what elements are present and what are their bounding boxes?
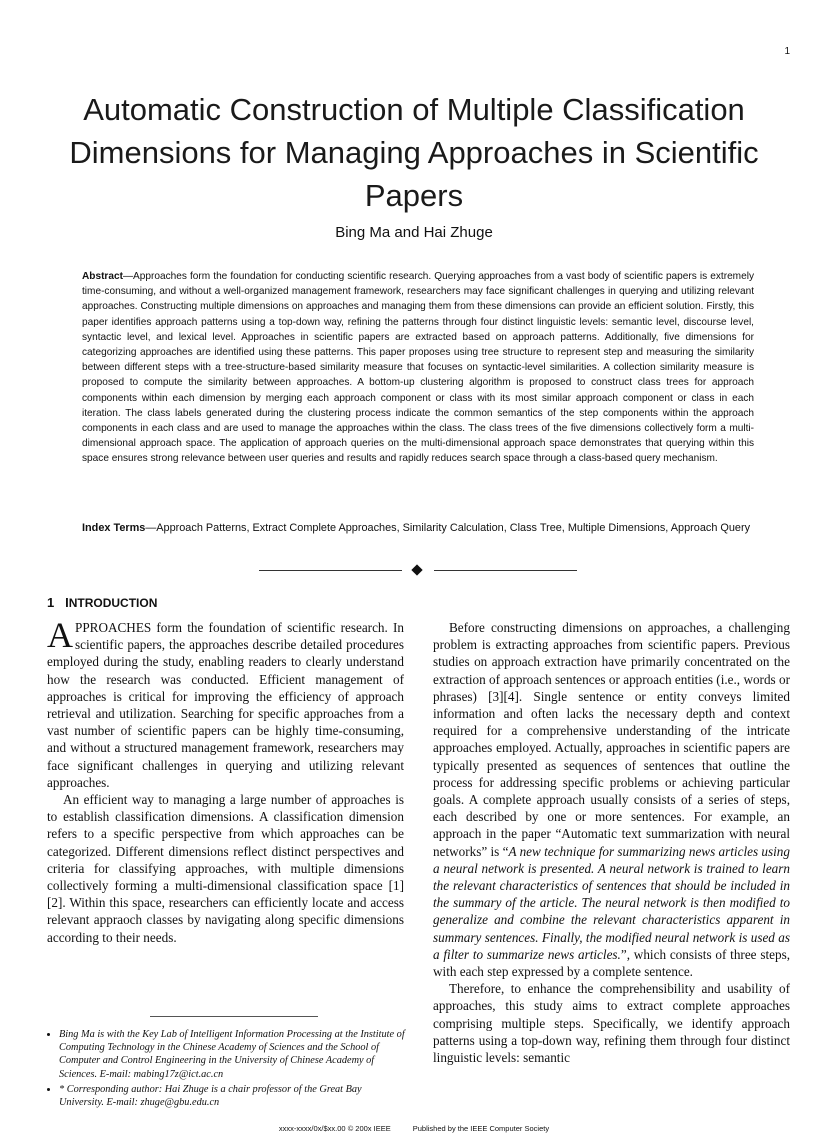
footnotes [47,1028,409,1111]
section-title-initial: I [65,595,69,610]
footer-copyright: xxxx-xxxx/0x/$xx.00 © 200x IEEE [278,1124,391,1133]
divider-line-right [434,570,577,571]
paper-authors: Bing Ma and Hai Zhuge [335,224,493,241]
section-number: 1 [47,595,55,610]
section-heading [47,595,157,610]
paper-title: Automatic Construction of Multiple Classification Dimensions for Managing Approaches in Scientific Papers [69,92,759,213]
quoted-approach: A new technique for summarizing news articles using a neural network is presented. A neural network is trained to learn the relevant characteristics of sentences that should be included in the summary of the article. The neural network is then modified to generalize and combine the relevant characteristics apparent in summary sentences. Finally, the modified neural network is used as a filter to summarize news articles. [433,843,790,962]
paragraph-text-end: ”, which consists of three steps, with each step expressed by a complete sentence. [433,946,790,980]
drop-cap: A [47,615,73,655]
paragraph [47,615,404,791]
paragraph: Therefore, to enhance the comprehensibility and usability of approaches, this study aims to extract complete approaches comprising multiple steps. Specifically, we identify approach patterns using a top-down way, refining them through four distinct linguistic levels: semantic [433,981,790,1066]
index-terms-text: —Approach Patterns, Extract Complete Approaches, Similarity Calculation, Class Tree, Multiple Dimensions, Approach Query [145,522,751,534]
paragraph: An efficient way to managing a large number of approaches is to establish classification dimensions. A classification dimension refers to a specific perspective from which approaches can be categorized. Different dimensions reflect distinct perspectives and criteria for classifying approaches, with multiple dimensions collectively forming a multi-dimensional classification space [1][2]. Within this space, researchers can efficiently locate and access relevant appraoch classes by navigating along specific dimensions according to their needs. [47,792,404,945]
abstract-label: Abstract [82,271,123,282]
section-title-rest: NTRODUCTION [68,596,158,610]
page-number: 1 [784,46,790,57]
section-divider [259,566,577,576]
footnote-item: • * Corresponding author: Hai Zhuge is a chair professor of the Great Bay University. E-mail: zhuge@gbu.edu.cn [59,1083,409,1109]
footnote-rule [150,1016,318,1017]
abstract [82,269,754,467]
index-terms [82,520,754,537]
paragraph-text: Before constructing dimensions on approaches, a challenging problem is extracting approaches from scientific papers. Previous studies on approach extraction have primarily concentrated on the extraction of approach sentences or approach entities (i.e., words or phrases) [3][4]. Single sentence or entity conveys limited information and often lacks the necessary depth and context required for a comprehensive understanding of the intricate approaches employed. Actually, approaches in scientific papers are typically presented as sequences of sentences that outline the process for addressing specific problems or achieving particular goals. A complete approach usually consists of a series of steps, each described by one or more sentences. For example, an approach in the paper “Automatic text summarization with neural networks” is “ [433,620,790,859]
divider-line-left [259,570,402,571]
left-column [47,615,404,946]
footer-publisher: Published by the IEEE Computer Society [412,1124,550,1133]
right-column [433,619,790,1066]
paragraph-text: PPROACHES form the foundation of scientific research. In scientific papers, the approaches describe detailed procedures employed during the study, enabling readers to clearly understand how the research was conducted. Efficient management of approaches is critical for improving the efficiency of approach retrieval and utilization. Searching for specific approaches from a vast number of scientific papers can be highly time-consuming, and without a structured management framework, researchers may face significant challenges in querying and utilizing relevant approaches. [47,620,404,790]
diamond-icon [411,564,422,575]
footnote-item: • Bing Ma is with the Key Lab of Intelligent Information Processing at the Institute of Computing Technology in the Chinese Academy of Sciences and the School of Computer and Control Engineering in the University of Chinese Academy of Sciences. E-mail: mabing17z@ict.ac.cn [59,1028,409,1081]
page-footer [0,1124,828,1133]
abstract-text: —Approaches form the foundation for conducting scientific research. Querying approaches from a vast body of scientific papers is extremely time-consuming, and without a well-organized management framework, researchers may face significant challenges in querying and utilizing relevant approaches. Constructing multiple dimensions on approaches and managing them from these dimensions can provide an efficient solution. Firstly, this paper identifies approach patterns using a top-down way, refining the patterns through four distinct linguistic levels: semantic level, discourse level, syntactic level, and lexical level. Approaches in scientific papers are extracted based on approach patterns. Additionally, five dimensions for categorizing approaches are identified using these patterns. This paper proposes using tree structure to represent step and measuring the similarity between different steps with a tree-structure-based similarity measure that focuses on syntactic-level similarities. A collection similarity measure is proposed to compute the similarity between approaches. A bottom-up clustering algorithm is proposed to construct class trees for approach components within each dimension by merging each approach component or class with its most similar approach component or class in each iteration. The class labels generated during the clustering process indicate the common semantics of the step components within the approach components in each class and are used to manage the approaches within the class. The class trees of the five dimensions collectively form a multi-dimensional approach space. The application of approach queries on the multi-dimensional approach space demonstrates that querying within this space ensures strong relevance between user queries and results and rapidly reduces search space through a class-based query mechanism. [82,271,754,465]
paragraph [433,619,790,980]
index-terms-label: Index Terms [82,522,146,534]
